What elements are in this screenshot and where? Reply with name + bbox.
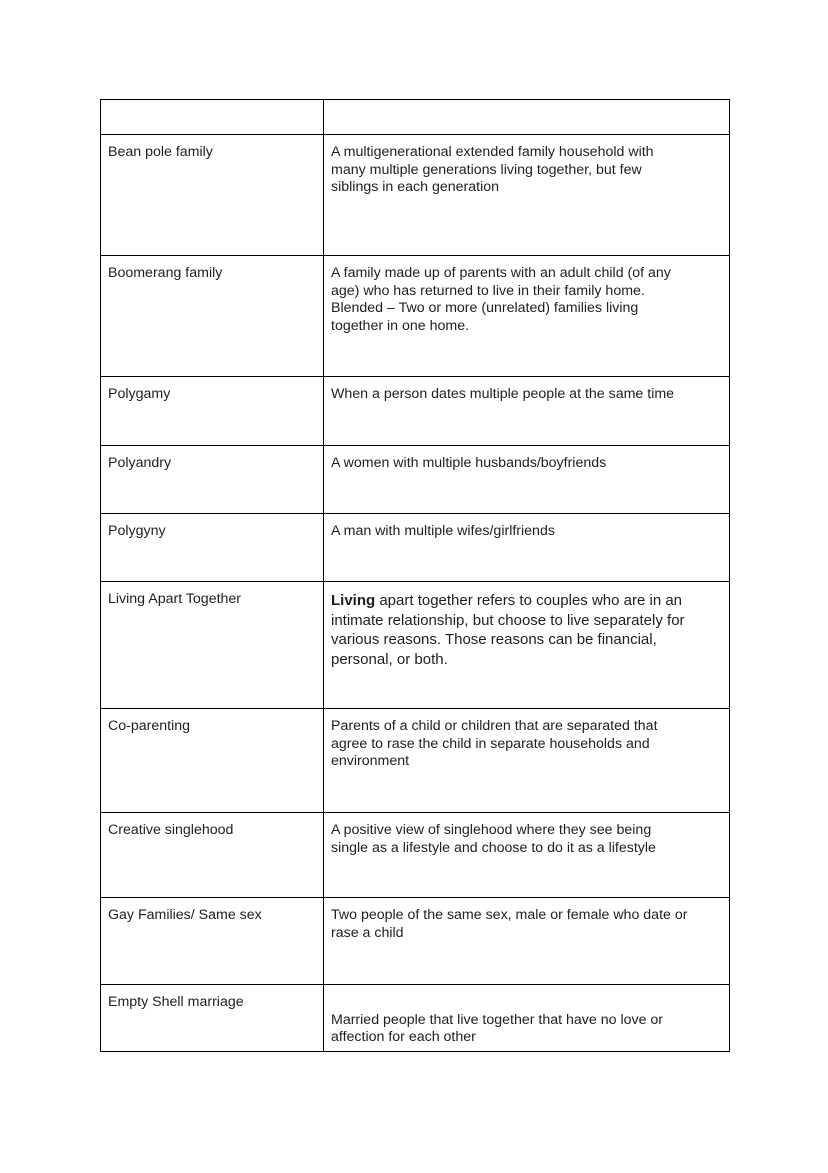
term-cell — [101, 446, 324, 514]
definition-text: A positive view of singlehood where they see being single as a lifestyle and choose to do it as a lifestyle — [331, 822, 656, 856]
term-text: Polygamy — [108, 386, 171, 402]
definition-cell — [324, 813, 730, 898]
definition-lead-word: Living — [331, 592, 376, 609]
term-text: Creative singlehood — [108, 822, 234, 838]
definition-cell — [324, 709, 730, 813]
term-cell — [101, 514, 324, 582]
definition-cell — [324, 256, 730, 377]
term-text: Bean pole family — [108, 144, 213, 160]
definition-cell — [324, 135, 730, 256]
definition-cell — [324, 898, 730, 985]
term-cell — [101, 377, 324, 446]
definition-cell — [324, 377, 730, 446]
definition-rest: apart together refers to couples who are in an intimate relationship, but choose to live separately for various reasons. Those reasons can be financial, personal, or both. — [331, 592, 685, 668]
definition-text: Two people of the same sex, male or female who date or rase a child — [331, 907, 688, 941]
term-text: Empty Shell marriage — [108, 994, 244, 1010]
term-text: Polyandry — [108, 455, 172, 471]
term-cell — [101, 898, 324, 985]
term-cell — [101, 256, 324, 377]
term-cell — [101, 582, 324, 709]
definition-cell — [324, 582, 730, 709]
definition-text: Married people that live together that have no love or affection for each other — [331, 1011, 664, 1045]
table-row — [101, 446, 730, 514]
definition-text: A multigenerational extended family household with many multiple generations living together, but few siblings in each generation — [331, 144, 654, 195]
family-terms-table — [100, 99, 730, 1052]
term-cell — [101, 100, 324, 135]
definition-cell — [324, 514, 730, 582]
table-row — [101, 100, 730, 135]
term-cell — [101, 985, 324, 1052]
table-row — [101, 985, 730, 1052]
term-text: Gay Families/ Same sex — [108, 907, 262, 923]
table-row — [101, 813, 730, 898]
table-row — [101, 256, 730, 377]
term-text: Polygyny — [108, 523, 166, 539]
term-cell — [101, 135, 324, 256]
table-row — [101, 898, 730, 985]
term-cell — [101, 709, 324, 813]
term-text: Boomerang family — [108, 265, 223, 281]
table-row — [101, 709, 730, 813]
term-text: Living Apart Together — [108, 591, 242, 607]
table-row — [101, 514, 730, 582]
term-cell — [101, 813, 324, 898]
definition-text: When a person dates multiple people at the same time — [331, 386, 675, 402]
table-row — [101, 135, 730, 256]
definition-cell — [324, 446, 730, 514]
definition-text — [331, 591, 722, 669]
table-row — [101, 377, 730, 446]
definition-cell — [324, 985, 730, 1052]
table-row — [101, 582, 730, 709]
definition-text: A women with multiple husbands/boyfriends — [331, 455, 607, 471]
definition-text: A man with multiple wifes/girlfriends — [331, 523, 555, 539]
definition-text: A family made up of parents with an adult child (of any age) who has returned to live in their family home. Blended – Two or more (unrelated) families living together in one home. — [331, 265, 671, 334]
term-text: Co-parenting — [108, 718, 191, 734]
definition-text: Parents of a child or children that are separated that agree to rase the child in separate households and environment — [331, 718, 658, 769]
definition-cell — [324, 100, 730, 135]
